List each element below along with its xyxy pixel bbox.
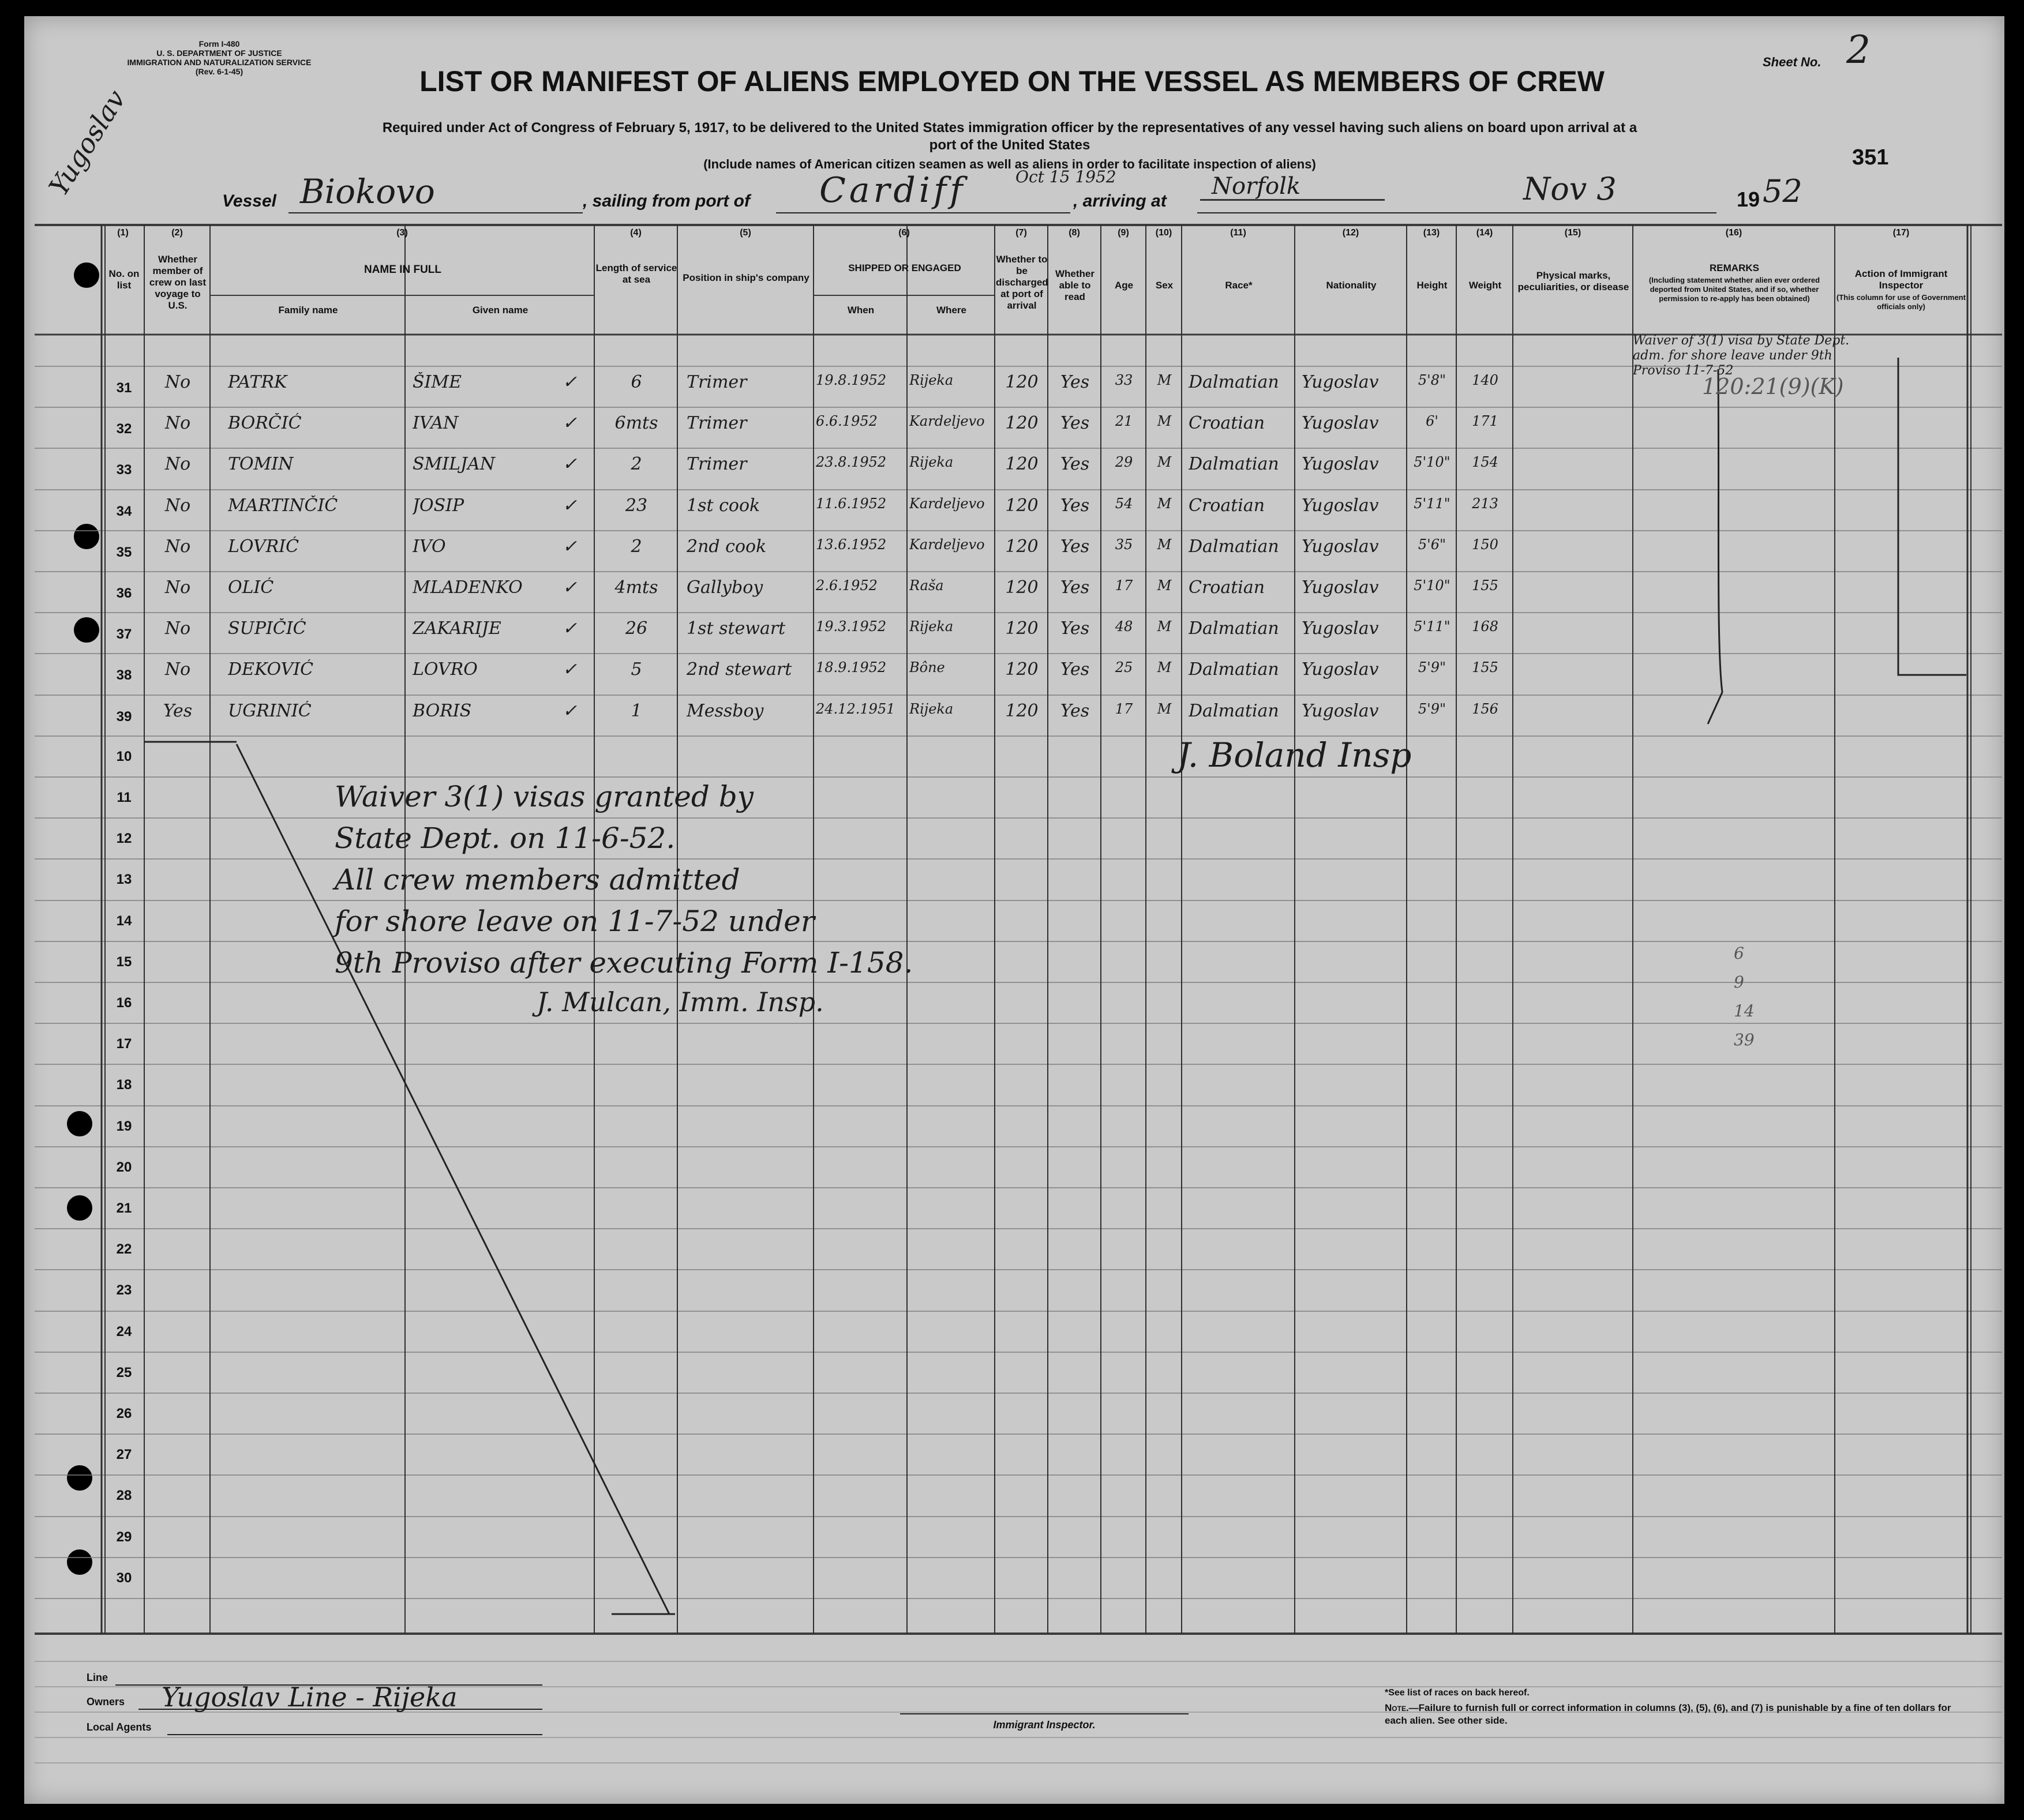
race-cell: Dalmatian	[1189, 372, 1279, 392]
owners-label: Owners	[87, 1696, 125, 1708]
service-cell: 4mts	[614, 577, 658, 598]
discharged-cell: 120	[1005, 577, 1039, 598]
shipped-where-cell: Rijeka	[909, 454, 954, 470]
last-voyage-cell: No	[164, 536, 191, 557]
sex-cell: M	[1157, 496, 1172, 512]
position-cell: Trimer	[687, 454, 747, 474]
sex-cell: M	[1157, 372, 1172, 388]
col-label-remarks-note: (Including statement whether alien ever ordered deported from United States, and if so, whether permission to re-apply has been obtained)	[1648, 276, 1820, 303]
discharged-cell: 120	[1005, 496, 1039, 516]
column-number: (2)	[171, 228, 183, 238]
required-line: Required under Act of Congress of February 5, 1917, to be delivered to the United States immigration officer by the representatives of any vessel having such aliens on board upon arrival at a	[382, 120, 1637, 136]
row-number: 31	[116, 380, 132, 396]
col-label-inspector: Action of Immigrant Inspector	[1854, 268, 1948, 291]
waiver-line: 9th Proviso after executing Form I-158.	[335, 946, 913, 980]
given-name-cell: IVO	[413, 536, 446, 557]
shipped-when-cell: 11.6.1952	[816, 496, 887, 512]
row-number: 36	[116, 586, 132, 601]
col-label-height: Height	[1416, 280, 1448, 291]
sheet-label: Sheet No.	[1763, 55, 1821, 69]
last-voyage-cell: No	[164, 496, 191, 516]
shipped-where-cell: Rijeka	[909, 372, 954, 388]
date-note: Oct 15 1952	[1015, 167, 1116, 186]
discharged-cell: 120	[1005, 701, 1039, 721]
given-name-cell: MLADENKO	[413, 577, 523, 598]
row-number: 21	[116, 1200, 132, 1216]
waiver-signature: J. Mulcan, Imm. Insp.	[537, 986, 824, 1018]
col-label-shipped: SHIPPED OR ENGAGED	[848, 262, 961, 273]
age-cell: 33	[1115, 372, 1133, 388]
remarks-code: 120:21(9)(K)	[1702, 374, 1844, 399]
last-voyage-cell: No	[164, 618, 191, 639]
col-label-race: Race*	[1225, 280, 1253, 291]
column-number: (4)	[630, 228, 642, 238]
note-text: —Failure to furnish full or correct information in columns (3), (5), (6), and (7) is punishable by a fine of ten dollars for each alien. See other side.	[1385, 1702, 1951, 1726]
column-number: (10)	[1155, 228, 1172, 238]
row-number: 26	[116, 1406, 132, 1421]
last-voyage-cell: No	[164, 372, 191, 392]
column-number: (12)	[1342, 228, 1359, 238]
read-cell: Yes	[1060, 413, 1090, 433]
height-cell: 5'9"	[1418, 701, 1446, 717]
last-voyage-cell: No	[164, 577, 191, 598]
inspector-signature-line	[900, 1713, 1189, 1714]
service-cell: 5	[631, 659, 642, 680]
row-number: 37	[116, 626, 132, 642]
read-cell: Yes	[1060, 618, 1090, 639]
nationality-cell: Yugoslav	[1302, 659, 1379, 680]
row-number: 16	[116, 995, 132, 1011]
row-number: 17	[116, 1036, 132, 1052]
vessel-name: Biokovo	[300, 172, 435, 211]
sex-cell: M	[1157, 454, 1172, 470]
check-mark-icon: ✓	[563, 496, 578, 516]
col-label-name: NAME IN FULL	[363, 264, 442, 276]
nationality-cell: Yugoslav	[1302, 413, 1379, 433]
position-cell: 1st cook	[687, 496, 760, 516]
row-number: 24	[116, 1324, 132, 1339]
race-cell: Dalmatian	[1189, 659, 1279, 680]
position-cell: 2nd stewart	[687, 659, 792, 680]
sex-cell: M	[1157, 536, 1172, 553]
service-cell: 1	[631, 701, 642, 721]
page-number: 351	[1852, 145, 1889, 170]
agents-label: Local Agents	[87, 1721, 152, 1733]
col-label-where: Where	[936, 305, 966, 316]
master-signature: J. Boland Insp	[1177, 735, 1412, 775]
given-name-cell: ŠIME	[413, 372, 462, 392]
race-cell: Dalmatian	[1189, 536, 1279, 557]
age-cell: 25	[1115, 659, 1133, 676]
margin-note: Yugoslav	[43, 84, 132, 201]
department: U. S. DEPARTMENT OF JUSTICE	[156, 48, 282, 58]
position-cell: Messboy	[687, 701, 764, 721]
age-cell: 54	[1115, 496, 1133, 512]
sex-cell: M	[1157, 618, 1172, 635]
discharged-cell: 120	[1005, 372, 1039, 392]
last-voyage-cell: No	[164, 659, 191, 680]
shipped-when-cell: 18.9.1952	[816, 659, 887, 676]
sheet-number: 2	[1846, 28, 1871, 72]
read-cell: Yes	[1060, 496, 1090, 516]
waiver-line: State Dept. on 11-6-52.	[335, 821, 676, 855]
check-mark-icon: ✓	[563, 454, 578, 474]
col-label-age: Age	[1114, 280, 1134, 291]
weight-cell: 168	[1472, 618, 1498, 635]
col-label-no: No. on list	[108, 268, 140, 291]
discharged-cell: 120	[1005, 659, 1039, 680]
read-cell: Yes	[1060, 372, 1090, 392]
shipped-when-cell: 2.6.1952	[816, 577, 878, 594]
shipped-when-cell: 23.8.1952	[816, 454, 887, 470]
column-number: (1)	[117, 228, 129, 238]
position-cell: Trimer	[687, 413, 747, 433]
check-mark-icon: ✓	[563, 659, 578, 680]
col-label-physical: Physical marks, peculiarities, or disease	[1517, 270, 1629, 292]
given-name-cell: ZAKARIJE	[413, 618, 501, 639]
age-cell: 17	[1115, 701, 1133, 717]
read-cell: Yes	[1060, 536, 1090, 557]
column-number: (7)	[1015, 228, 1027, 238]
tally-value: 6	[1734, 944, 1744, 963]
race-cell: Croatian	[1189, 496, 1265, 516]
waiver-note	[335, 776, 913, 984]
nationality-cell: Yugoslav	[1302, 701, 1379, 721]
remarks-note: Waiver of 3(1) visa by State Dept. adm. for shore leave under 9th Proviso 11-7-52	[1633, 333, 1850, 378]
col-label-last-voyage: Whether member of crew on last voyage to U.S.	[149, 254, 207, 311]
height-cell: 5'8"	[1418, 372, 1446, 388]
shipped-where-cell: Kardeljevo	[909, 413, 985, 429]
age-cell: 29	[1115, 454, 1133, 470]
row-number: 39	[116, 709, 132, 725]
col-label-remarks: REMARKS	[1710, 262, 1759, 273]
row-number: 15	[116, 954, 132, 970]
year-prefix: 19	[1737, 187, 1760, 211]
sex-cell: M	[1157, 701, 1172, 717]
height-cell: 5'11"	[1414, 618, 1450, 635]
discharged-cell: 120	[1005, 413, 1039, 433]
tally-value: 9	[1734, 973, 1744, 992]
weight-cell: 213	[1472, 496, 1498, 512]
column-number: (8)	[1069, 228, 1080, 238]
height-cell: 6'	[1426, 413, 1438, 429]
given-name-cell: BORIS	[413, 701, 472, 721]
row-number: 12	[116, 831, 132, 846]
sex-cell: M	[1157, 413, 1172, 429]
service-cell: 6mts	[614, 413, 658, 433]
column-number: (17)	[1892, 228, 1910, 238]
family-name-cell: LOVRIĆ	[228, 536, 299, 557]
column-number: (15)	[1564, 228, 1581, 238]
race-cell: Croatian	[1189, 577, 1265, 598]
col-label-sex: Sex	[1155, 280, 1174, 291]
shipped-where-cell: Bône	[909, 659, 945, 676]
read-cell: Yes	[1060, 454, 1090, 474]
row-number: 29	[116, 1529, 132, 1545]
revision: (Rev. 6-1-45)	[195, 67, 243, 76]
footer-note	[1385, 1702, 1962, 1727]
row-number: 30	[116, 1570, 132, 1586]
row-number: 18	[116, 1077, 132, 1093]
service: IMMIGRATION AND NATURALIZATION SERVICE	[127, 58, 312, 67]
nationality-cell: Yugoslav	[1302, 372, 1379, 392]
race-cell: Dalmatian	[1189, 701, 1279, 721]
family-name-cell: BORČIĆ	[228, 413, 302, 433]
family-name-cell: OLIĆ	[228, 577, 274, 598]
check-mark-icon: ✓	[563, 701, 578, 721]
age-cell: 21	[1115, 413, 1133, 429]
col-label-given: Given name	[472, 305, 529, 316]
service-cell: 23	[625, 496, 648, 516]
tally-value: 14	[1734, 1001, 1755, 1020]
weight-cell: 171	[1472, 413, 1498, 429]
check-mark-icon: ✓	[563, 413, 578, 433]
col-label-inspector-note: (This column for use of Government officials only)	[1836, 293, 1966, 311]
last-voyage-cell: No	[164, 413, 191, 433]
family-name-cell: UGRINIĆ	[228, 701, 312, 721]
row-number: 19	[116, 1119, 132, 1134]
height-cell: 5'10"	[1414, 454, 1450, 470]
col-label-discharged: Whether to be discharged at port of arrival	[996, 254, 1048, 311]
required-line-2: port of the United States	[929, 137, 1090, 153]
check-mark-icon: ✓	[563, 577, 578, 598]
discharged-cell: 120	[1005, 536, 1039, 557]
column-number: (16)	[1725, 228, 1742, 238]
col-label-read: Whether able to read	[1055, 268, 1095, 302]
column-number: (11)	[1230, 228, 1246, 238]
page-title: LIST OR MANIFEST OF ALIENS EMPLOYED ON THE VESSEL AS MEMBERS OF CREW	[419, 65, 1605, 97]
column-number: (3)	[396, 228, 408, 238]
weight-cell: 155	[1472, 659, 1498, 676]
shipped-when-cell: 19.3.1952	[816, 618, 887, 635]
family-name-cell: DEKOVIĆ	[228, 659, 314, 680]
waiver-line: for shore leave on 11-7-52 under	[335, 905, 815, 938]
service-cell: 6	[631, 372, 642, 392]
port-from: Cardiff	[819, 170, 966, 211]
check-mark-icon: ✓	[563, 536, 578, 557]
shipped-where-cell: Kardeljevo	[909, 496, 985, 512]
position-cell: Gallyboy	[687, 577, 763, 598]
shipped-where-cell: Kardeljevo	[909, 536, 985, 553]
col-label-service: Length of service at sea	[595, 262, 677, 285]
row-number: 11	[117, 790, 132, 805]
position-cell: 2nd cook	[687, 536, 767, 557]
column-number: (9)	[1118, 228, 1129, 238]
given-name-cell: SMILJAN	[413, 454, 495, 474]
col-label-family: Family name	[278, 305, 338, 316]
shipped-where-cell: Raša	[909, 577, 944, 594]
owners-underline	[138, 1709, 542, 1710]
col-label-when: When	[847, 305, 875, 316]
position-cell: Trimer	[687, 372, 747, 392]
shipped-where-cell: Rijeka	[909, 701, 954, 717]
race-cell: Dalmatian	[1189, 618, 1279, 639]
shipped-when-cell: 6.6.1952	[816, 413, 878, 429]
col-label-weight: Weight	[1468, 280, 1502, 291]
waiver-line: Waiver 3(1) visas granted by	[335, 780, 754, 813]
height-cell: 5'11"	[1414, 496, 1450, 512]
arriving-label: , arriving at	[1073, 192, 1167, 211]
given-name-cell: JOSIP	[413, 496, 464, 516]
weight-cell: 155	[1472, 577, 1498, 594]
remarks-bracket-line	[1708, 369, 1722, 724]
age-cell: 35	[1115, 536, 1133, 553]
read-cell: Yes	[1060, 659, 1090, 680]
column-number: (13)	[1423, 228, 1440, 238]
shipped-when-cell: 19.8.1952	[816, 372, 887, 388]
row-number: 14	[116, 913, 132, 929]
form-id: Form I-480	[198, 39, 240, 48]
col-label-nationality: Nationality	[1326, 280, 1377, 291]
agents-underline	[167, 1734, 542, 1735]
sailing-label: , sailing from port of	[583, 192, 750, 211]
age-cell: 17	[1115, 577, 1133, 594]
weight-cell: 150	[1472, 536, 1498, 553]
nationality-cell: Yugoslav	[1302, 536, 1379, 557]
row-number: 10	[116, 749, 132, 764]
row-number: 13	[116, 872, 132, 887]
height-cell: 5'10"	[1414, 577, 1450, 594]
row-number: 38	[116, 667, 132, 683]
owners-value: Yugoslav Line - Rijeka	[162, 1682, 458, 1713]
discharged-cell: 120	[1005, 618, 1039, 639]
family-name-cell: MARTINČIĆ	[228, 496, 338, 516]
row-number: 23	[116, 1282, 132, 1298]
service-cell: 26	[625, 618, 648, 639]
race-cell: Croatian	[1189, 413, 1265, 433]
column-number: (6)	[898, 228, 910, 238]
read-cell: Yes	[1060, 701, 1090, 721]
sex-cell: M	[1157, 659, 1172, 676]
family-name-cell: SUPIČIĆ	[228, 618, 306, 639]
race-cell: Dalmatian	[1189, 454, 1279, 474]
weight-cell: 140	[1472, 372, 1498, 388]
service-cell: 2	[631, 454, 642, 474]
given-name-cell: LOVRO	[413, 659, 478, 680]
races-note: *See list of races on back hereof.	[1385, 1688, 1530, 1698]
age-cell: 48	[1115, 618, 1133, 635]
check-mark-icon: ✓	[563, 618, 578, 639]
last-voyage-cell: No	[164, 454, 191, 474]
row-number: 28	[116, 1488, 132, 1503]
inspector-label: Immigrant Inspector.	[993, 1719, 1096, 1731]
height-cell: 5'6"	[1418, 536, 1446, 553]
port-to: Norfolk	[1212, 173, 1301, 200]
shipped-where-cell: Rijeka	[909, 618, 954, 635]
vessel-label: Vessel	[222, 192, 276, 211]
position-cell: 1st stewart	[687, 618, 786, 639]
weight-cell: 156	[1472, 701, 1498, 717]
family-name-cell: TOMIN	[228, 454, 294, 474]
row-number: 34	[116, 504, 132, 519]
col-label-position: Position in ship's company	[683, 272, 809, 283]
family-name-cell: PATRK	[228, 372, 287, 392]
line-label: Line	[87, 1672, 108, 1683]
nationality-cell: Yugoslav	[1302, 618, 1379, 639]
shipped-when-cell: 24.12.1951	[816, 701, 895, 717]
last-voyage-cell: Yes	[163, 701, 193, 721]
nationality-cell: Yugoslav	[1302, 577, 1379, 598]
row-number: 20	[116, 1159, 132, 1175]
row-number: 35	[116, 545, 132, 560]
row-number: 32	[116, 421, 132, 437]
inspector-bracket-line	[1898, 358, 1966, 675]
row-number: 25	[116, 1365, 132, 1380]
column-number: (14)	[1476, 228, 1493, 238]
arrival-date: Nov 3	[1523, 171, 1617, 207]
given-name-cell: IVAN	[413, 413, 459, 433]
height-cell: 5'9"	[1418, 659, 1446, 676]
row-number: 33	[116, 462, 132, 478]
read-cell: Yes	[1060, 577, 1090, 598]
sex-cell: M	[1157, 577, 1172, 594]
shipped-when-cell: 13.6.1952	[816, 536, 887, 553]
nationality-cell: Yugoslav	[1302, 454, 1379, 474]
column-number: (5)	[740, 228, 751, 238]
tally-value: 39	[1734, 1030, 1755, 1049]
check-mark-icon: ✓	[563, 372, 578, 392]
weight-cell: 154	[1472, 454, 1498, 470]
nationality-cell: Yugoslav	[1302, 496, 1379, 516]
discharged-cell: 120	[1005, 454, 1039, 474]
tally-column	[1734, 939, 1755, 1055]
year: 52	[1763, 173, 1802, 209]
row-number: 27	[116, 1447, 132, 1462]
row-number: 22	[116, 1241, 132, 1257]
note-label: Note.	[1385, 1702, 1409, 1713]
include-line: (Include names of American citizen seamen as well as aliens in order to facilitate inspection of aliens)	[703, 157, 1316, 171]
waiver-line: All crew members admitted	[335, 863, 740, 896]
service-cell: 2	[631, 536, 642, 557]
